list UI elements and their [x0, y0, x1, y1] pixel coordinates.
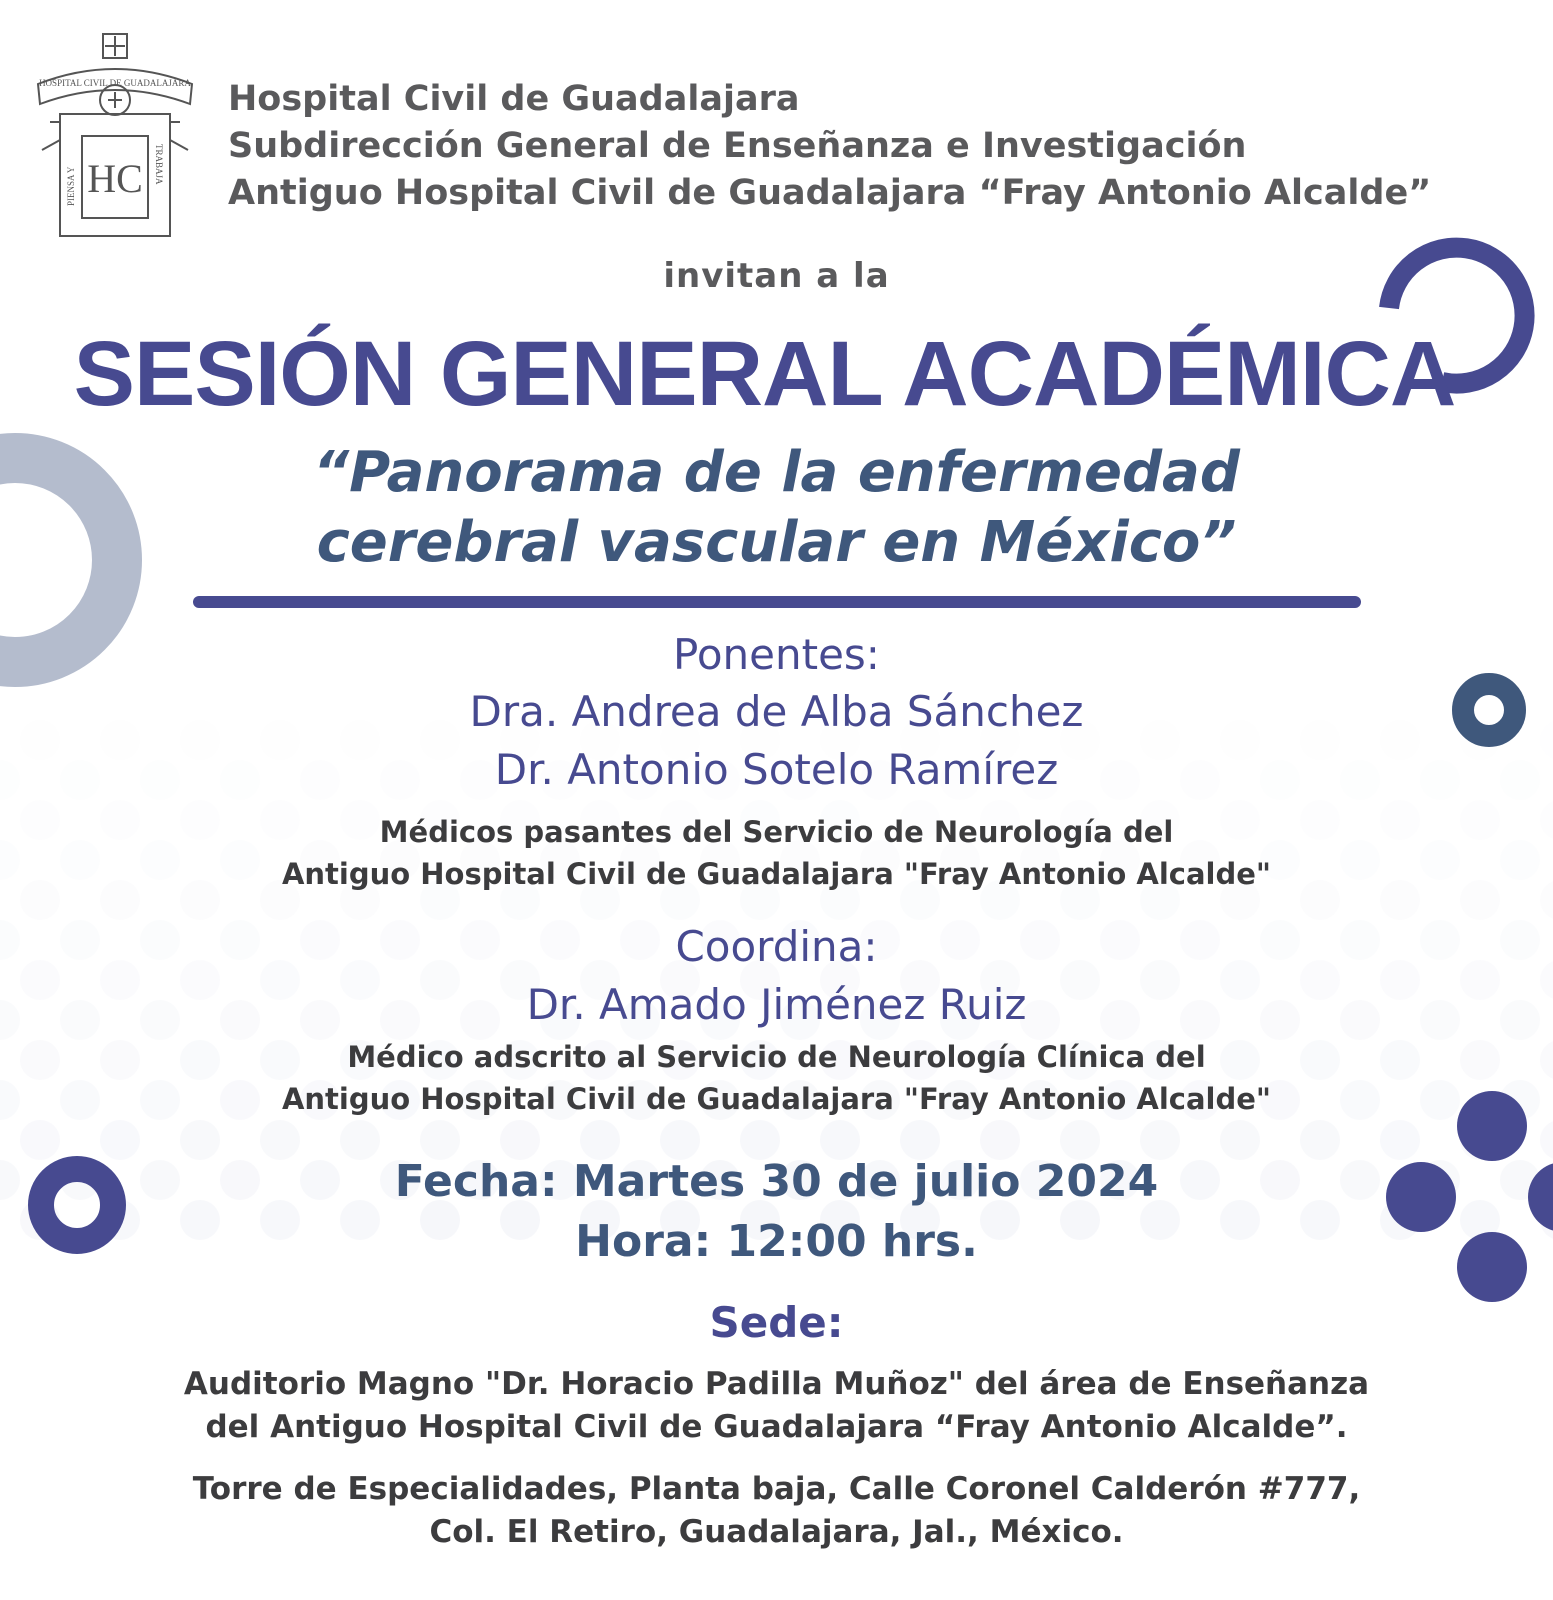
speaker-name-1: Dra. Andrea de Alba Sánchez	[469, 687, 1084, 736]
venue-line-1: Auditorio Magno "Dr. Horacio Padilla Muñoz" del área de Enseñanza	[183, 1366, 1370, 1402]
event-date: Fecha: Martes 30 de julio 2024	[394, 1156, 1159, 1207]
divider	[193, 596, 1361, 608]
speakers-description	[0, 811, 1553, 895]
session-topic-line-1: “Panorama de la enfermedad	[313, 440, 1240, 505]
venue-address	[0, 1468, 1553, 1554]
speakers-description-line-2: Antiguo Hospital Civil de Guadalajara "Fray Antonio Alcalde"	[281, 857, 1272, 891]
venue-name	[0, 1363, 1553, 1449]
logo-motto-right: TRABAJA	[154, 144, 164, 185]
logo-monogram: HC	[87, 156, 143, 201]
logo-seal-text: HOSPITAL CIVIL DE GUADALAJARA	[39, 78, 191, 88]
venue-line-2: del Antiguo Hospital Civil de Guadalajara “Fray Antonio Alcalde”.	[205, 1409, 1348, 1445]
speaker-name-2: Dr. Antonio Sotelo Ramírez	[494, 745, 1059, 794]
session-topic-line-2: cerebral vascular en México”	[316, 510, 1237, 575]
coordinator-description	[0, 1036, 1553, 1120]
venue-label: Sede:	[709, 1298, 844, 1347]
hospital-logo	[30, 28, 200, 248]
coordinator-description-line-1: Médico adscrito al Servicio de Neurología Clínica del	[347, 1040, 1206, 1074]
coordinator-name: Dr. Amado Jiménez Ruiz	[526, 980, 1027, 1029]
institution-header	[228, 76, 1528, 217]
event-title: SESIÓN GENERAL ACADÉMICA	[73, 323, 1456, 425]
speakers-label: Ponentes:	[673, 630, 880, 679]
header-line-3: Antiguo Hospital Civil de Guadalajara “Fray Antonio Alcalde”	[228, 173, 1432, 213]
invite-text: invitan a la	[663, 256, 890, 296]
speakers-description-line-1: Médicos pasantes del Servicio de Neurología del	[379, 815, 1174, 849]
coordinator-description-line-2: Antiguo Hospital Civil de Guadalajara "Fray Antonio Alcalde"	[281, 1082, 1272, 1116]
event-time: Hora: 12:00 hrs.	[575, 1216, 978, 1267]
session-topic	[0, 438, 1553, 578]
coordinator-label: Coordina:	[675, 922, 878, 971]
logo-motto-left: PIENSA Y	[66, 166, 76, 206]
venue-line-4: Col. El Retiro, Guadalajara, Jal., México.	[429, 1514, 1124, 1550]
venue-line-3: Torre de Especialidades, Planta baja, Calle Coronel Calderón #777,	[192, 1471, 1361, 1507]
header-line-2: Subdirección General de Enseñanza e Investigación	[228, 126, 1247, 166]
header-line-1: Hospital Civil de Guadalajara	[228, 79, 800, 119]
